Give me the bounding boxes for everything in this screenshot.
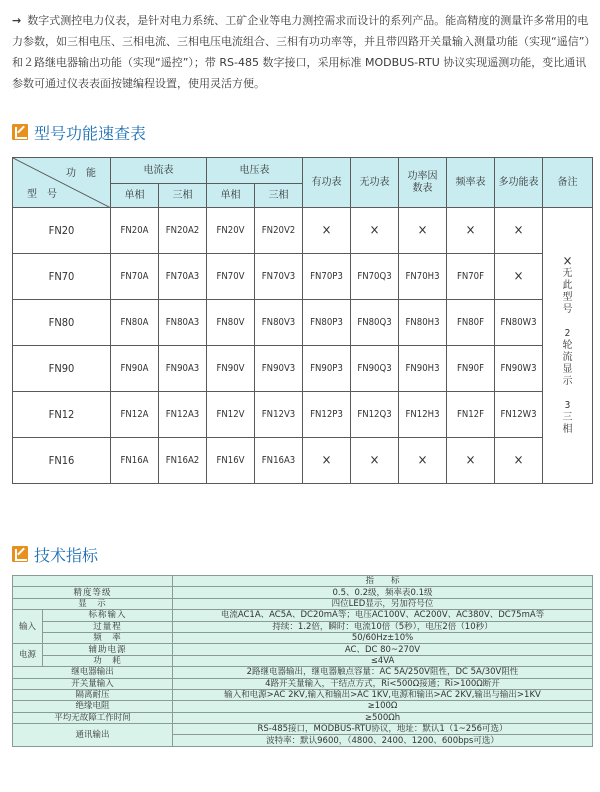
remark-line: 型 — [562, 291, 573, 303]
arrow-icon: → — [12, 14, 22, 27]
not-available-mark: × — [399, 438, 447, 484]
model-code-cell: FN90Q3 — [351, 346, 399, 392]
model-name-cell: FN20 — [13, 208, 111, 254]
remark-line: 显 — [562, 363, 573, 375]
tech-value: ≥100Ω — [173, 701, 593, 712]
model-code-cell: FN90F — [447, 346, 495, 392]
remark-line: 此 — [562, 279, 573, 291]
not-available-mark: × — [495, 254, 543, 300]
tech-label: 标称输入 — [43, 610, 173, 621]
model-code-cell: FN90A — [111, 346, 159, 392]
model-lookup-table — [12, 157, 593, 484]
tech-label: 隔离耐压 — [13, 689, 173, 700]
tech-value: 四位LED显示，另加符号位 — [173, 598, 593, 609]
remark-line: 3 — [564, 399, 571, 411]
tech-label: 功 耗 — [43, 655, 173, 666]
model-code-cell: FN12V3 — [255, 392, 303, 438]
table-corner-cell — [13, 158, 111, 208]
model-code-cell: FN12H3 — [399, 392, 447, 438]
model-code-cell: FN20A2 — [159, 208, 207, 254]
model-code-cell: FN12W3 — [495, 392, 543, 438]
section-title-tech — [12, 543, 98, 565]
checkbox-icon — [12, 546, 28, 562]
model-code-cell: FN80A — [111, 300, 159, 346]
model-code-cell: FN12P3 — [303, 392, 351, 438]
tech-value: 2路继电器输出，继电器触点容量：AC 5A/250V阻性，DC 5A/30V阻性 — [173, 667, 593, 678]
model-code-cell: FN16A3 — [255, 438, 303, 484]
tech-label: 精度等级 — [13, 587, 173, 598]
model-code-cell: FN90H3 — [399, 346, 447, 392]
remark-line: 无 — [562, 267, 573, 279]
tech-value: AC、DC 80~270V — [173, 644, 593, 655]
section-title-models — [12, 121, 146, 143]
tech-label: 平均无故障工作时间 — [13, 712, 173, 723]
not-available-mark: × — [303, 438, 351, 484]
model-name-cell: FN80 — [13, 300, 111, 346]
header-frequency: 频率表 — [447, 158, 495, 208]
header-active: 有功表 — [303, 158, 351, 208]
model-code-cell: FN70A — [111, 254, 159, 300]
table-row — [13, 300, 593, 346]
tech-value: 4路开关量输入，干结点方式，Ri<500Ω接通；Ri>100Ω断开 — [173, 678, 593, 689]
model-code-cell: FN80P3 — [303, 300, 351, 346]
model-code-cell: FN80Q3 — [351, 300, 399, 346]
remark-line — [547, 316, 588, 328]
tech-value: ≤4VA — [173, 655, 593, 666]
model-code-cell: FN70F — [447, 254, 495, 300]
remark-line: × — [562, 253, 573, 269]
tech-value: ≥500Ωh — [173, 712, 593, 723]
tech-value: 电流AC1A、AC5A、DC20mA等；电压AC100V、AC200V、AC380V、DC75mA等 — [173, 610, 593, 621]
model-code-cell: FN12A — [111, 392, 159, 438]
tech-group-input: 输入 — [13, 610, 43, 644]
remark-line: 号 — [562, 303, 573, 315]
model-code-cell: FN80A3 — [159, 300, 207, 346]
model-code-cell: FN70V — [207, 254, 255, 300]
not-available-mark: × — [303, 208, 351, 254]
model-code-cell: FN16V — [207, 438, 255, 484]
model-code-cell: FN20V — [207, 208, 255, 254]
not-available-mark: × — [351, 208, 399, 254]
header-single-current: 单相 — [111, 184, 159, 208]
model-code-cell: FN80W3 — [495, 300, 543, 346]
remark-line: 示 — [562, 375, 573, 387]
model-code-cell: FN90V3 — [255, 346, 303, 392]
header-three-current: 三相 — [159, 184, 207, 208]
model-code-cell: FN80H3 — [399, 300, 447, 346]
header-multi: 多功能表 — [495, 158, 543, 208]
model-code-cell: FN12F — [447, 392, 495, 438]
tech-header-blank — [13, 576, 173, 587]
header-single-voltage: 单相 — [207, 184, 255, 208]
intro-text: 数字式测控电力仪表，是针对电力系统、工矿企业等电力测控需求而设计的系列产品。能高精度的测量许多常用的电力参数，如三相电压、三相电流、三相电压电流组合、三相有功功率等，并且带四路开关量输入测量功能（实现“遥信”）和２路继电器输出功能（实现“遥控”）；带 RS-485 数字接口，采用标准 MODBUS-RTU 协议实现遥测功能，变比通讯参数可通过仪表表面按键编程设置，使用灵活方便。 — [12, 14, 590, 90]
model-code-cell: FN70Q3 — [351, 254, 399, 300]
not-available-mark: × — [399, 208, 447, 254]
table-row — [13, 438, 593, 484]
tech-value: 持续：1.2倍，瞬时：电流10倍（5秒），电压2倍（10秒） — [173, 621, 593, 632]
model-code-cell: FN90W3 — [495, 346, 543, 392]
tech-label: 通讯输出 — [13, 724, 173, 747]
tech-label: 显 示 — [13, 598, 173, 609]
remark-line: 三 — [562, 411, 573, 423]
corner-model-label: 型 号 — [27, 189, 57, 200]
remark-line: 相 — [562, 423, 573, 435]
model-code-cell: FN80F — [447, 300, 495, 346]
model-code-cell: FN90P3 — [303, 346, 351, 392]
header-power-factor: 功率因数表 — [399, 158, 447, 208]
not-available-mark: × — [495, 208, 543, 254]
not-available-mark: × — [495, 438, 543, 484]
model-code-cell: FN90A3 — [159, 346, 207, 392]
tech-value: RS-485接口，MODBUS-RTU协议，地址：默认1（1~256可选） — [173, 724, 593, 735]
intro-paragraph — [12, 10, 592, 94]
header-reactive: 无功表 — [351, 158, 399, 208]
model-code-cell: FN70P3 — [303, 254, 351, 300]
model-code-cell: FN80V — [207, 300, 255, 346]
remark-cell — [543, 208, 593, 484]
remark-line: 流 — [562, 351, 573, 363]
section-title-tech-text: 技术指标 — [34, 545, 99, 565]
model-code-cell: FN70H3 — [399, 254, 447, 300]
corner-function-label: 功 能 — [66, 168, 96, 179]
model-code-cell: FN20A — [111, 208, 159, 254]
table-row — [13, 254, 593, 300]
tech-header: 指 标 — [173, 576, 593, 587]
model-code-cell: FN20V2 — [255, 208, 303, 254]
header-current: 电流表 — [111, 158, 207, 184]
model-code-cell: FN16A — [111, 438, 159, 484]
model-code-cell: FN80V3 — [255, 300, 303, 346]
model-code-cell: FN12Q3 — [351, 392, 399, 438]
remark-line: 2 — [564, 327, 571, 339]
tech-value: 输入和电源>AC 2KV,输入和输出>AC 1KV,电源和输出>AC 2KV,输出与输出>1KV — [173, 689, 593, 700]
header-voltage: 电压表 — [207, 158, 303, 184]
section-title-models-text: 型号功能速查表 — [34, 123, 147, 143]
remark-line: 轮 — [562, 339, 573, 351]
tech-label: 频 率 — [43, 632, 173, 643]
not-available-mark: × — [351, 438, 399, 484]
header-three-voltage: 三相 — [255, 184, 303, 208]
tech-label: 继电器输出 — [13, 667, 173, 678]
table-row — [13, 346, 593, 392]
tech-label: 绝缘电阻 — [13, 701, 173, 712]
not-available-mark: × — [447, 438, 495, 484]
model-code-cell: FN70V3 — [255, 254, 303, 300]
model-code-cell: FN16A2 — [159, 438, 207, 484]
tech-value: 0.5、0.2级，频率表0.1级 — [173, 587, 593, 598]
table-row — [13, 392, 593, 438]
not-available-mark: × — [447, 208, 495, 254]
model-code-cell: FN12A3 — [159, 392, 207, 438]
model-rows — [13, 208, 593, 484]
model-code-cell: FN70A3 — [159, 254, 207, 300]
remark-line — [547, 388, 588, 400]
table-row — [13, 208, 593, 254]
model-code-cell: FN12V — [207, 392, 255, 438]
tech-label: 开关量输入 — [13, 678, 173, 689]
model-name-cell: FN12 — [13, 392, 111, 438]
model-name-cell: FN90 — [13, 346, 111, 392]
tech-label: 过量程 — [43, 621, 173, 632]
checkbox-icon — [12, 124, 28, 140]
model-name-cell: FN70 — [13, 254, 111, 300]
model-name-cell: FN16 — [13, 438, 111, 484]
tech-group-power: 电源 — [13, 644, 43, 667]
model-code-cell: FN90V — [207, 346, 255, 392]
tech-value: 50/60Hz±10% — [173, 632, 593, 643]
tech-spec-table — [12, 575, 593, 747]
header-remark: 备注 — [543, 158, 593, 208]
tech-label: 辅助电源 — [43, 644, 173, 655]
tech-value: 波特率：默认9600，（4800、2400、1200、600bps可选） — [173, 735, 593, 746]
